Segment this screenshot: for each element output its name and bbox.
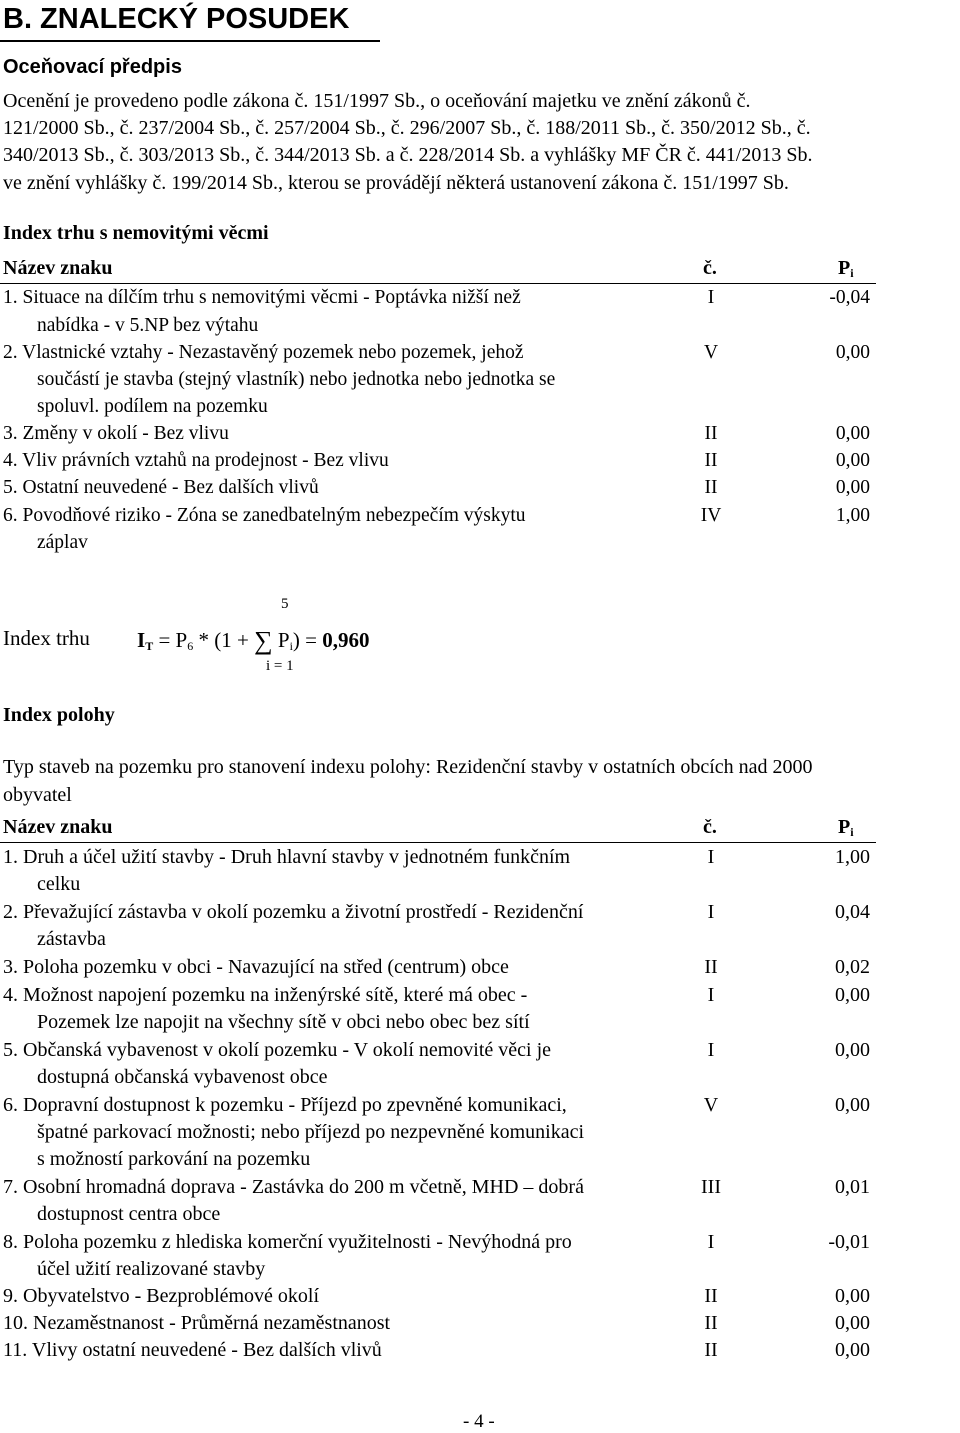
- table-row-class: II: [704, 1285, 718, 1307]
- table-row-text: dostupnost centra obce: [37, 1203, 221, 1225]
- table-row-class: I: [707, 1039, 715, 1061]
- table-row-text: 2. Vlastnické vztahy - Nezastavěný pozemek nebo pozemek, jehož: [3, 342, 524, 363]
- predpis-line: 121/2000 Sb., č. 237/2004 Sb., č. 257/2004 Sb., č. 296/2007 Sb., č. 188/2011 Sb., č. 350/2012 Sb., č.: [3, 117, 811, 139]
- table-row-value: 0,00: [835, 984, 870, 1006]
- table-row-value: 0,00: [835, 450, 870, 471]
- table-row-value: 0,01: [835, 1176, 870, 1198]
- section-heading-predpis: Oceňovací předpis: [3, 56, 182, 78]
- table-row-class: I: [707, 846, 715, 868]
- table-row-class: II: [704, 450, 718, 471]
- table-row-text: 7. Osobní hromadná doprava - Zastávka do 200 m včetně, MHD – dobrá: [3, 1176, 584, 1198]
- table-row-text: 5. Ostatní neuvedené - Bez dalších vlivů: [3, 477, 319, 498]
- table-row-text: 4. Vliv právních vztahů na prodejnost - Bez vlivu: [3, 450, 389, 471]
- table-row-class: V: [703, 1094, 719, 1116]
- table-row-value: 0,02: [835, 956, 870, 978]
- predpis-line: 340/2013 Sb., č. 303/2013 Sb., č. 344/2013 Sb. a č. 228/2014 Sb. a vyhlášky MF ČR č. 441/2013 Sb.: [3, 144, 813, 166]
- table-row-class: I: [707, 287, 715, 308]
- table-row-value: 1,00: [835, 846, 870, 868]
- table-row-text: součástí je stavba (stejný vlastník) nebo jednotka nebo jednotka se: [37, 369, 556, 390]
- table-row-value: 0,00: [835, 342, 870, 363]
- sum-upper-limit: 5: [281, 596, 289, 612]
- table-row-value: 0,00: [835, 477, 870, 498]
- table-row-class: I: [707, 984, 715, 1006]
- table-row-text: celku: [37, 873, 81, 895]
- formula-label: Index trhu: [3, 626, 90, 650]
- table-row-value: -0,04: [829, 287, 870, 308]
- table-row-text: špatné parkovací možnosti; nebo příjezd po nezpevněné komunikaci: [37, 1121, 585, 1143]
- table-row-text: 3. Poloha pozemku v obci - Navazující na střed (centrum) obce: [3, 956, 509, 978]
- table-row-class: II: [704, 423, 718, 444]
- table-row-text: s možností parkování na pozemku: [37, 1148, 311, 1170]
- table-row-text: 10. Nezaměstnanost - Průměrná nezaměstnanost: [3, 1312, 391, 1334]
- section-heading-index-polohy: Index polohy: [3, 704, 115, 726]
- table-row-class: III: [701, 1176, 721, 1198]
- table-row-value: -0,01: [828, 1231, 870, 1253]
- column-header-class: č.: [703, 257, 717, 279]
- table-row-value: 0,00: [835, 423, 870, 444]
- table-row-text: 6. Dopravní dostupnost k pozemku - Příjezd po zpevněné komunikaci,: [3, 1094, 567, 1116]
- table-row-text: zástavba: [37, 928, 106, 950]
- predpis-line: ve znění vyhlášky č. 199/2014 Sb., kterou se provádějí některá ustanovení zákona č. 151/1997 Sb.: [3, 172, 789, 194]
- table-row-text: 1. Druh a účel užití stavby - Druh hlavní stavby v jednotném funkčním: [3, 846, 571, 868]
- table-row-class: I: [707, 901, 715, 923]
- table-row-text: 2. Převažující zástavba v okolí pozemku a životní prostředí - Rezidenční: [3, 901, 584, 923]
- table-row-text: 6. Povodňové riziko - Zóna se zanedbatelným nebezpečím výskytu: [3, 505, 526, 526]
- table-row-text: spoluvl. podílem na pozemku: [37, 396, 268, 417]
- column-header-name: Název znaku: [3, 257, 113, 279]
- table-row-text: dostupná občanská vybavenost obce: [37, 1066, 328, 1088]
- formula-result: 0,960: [322, 628, 370, 652]
- table-row-text: 4. Možnost napojení pozemku na inženýrské sítě, které má obec -: [3, 984, 528, 1006]
- table-row-value: 1,00: [835, 505, 870, 526]
- column-header-p: $P_i$: [838, 257, 854, 280]
- sum-lower-limit: i = 1: [266, 658, 294, 674]
- document-title-bar: [0, 0, 380, 42]
- page-number: - 4 -: [463, 1411, 495, 1432]
- predpis-line: Ocenění je provedeno podle zákona č. 151/1997 Sb., o oceňování majetku ve znění zákonů č.: [3, 90, 751, 112]
- table-row-text: 5. Občanská vybavenost v okolí pozemku - V okolí nemovité věci je: [3, 1039, 552, 1061]
- table-row-value: 0,04: [835, 901, 870, 923]
- table-row-text: 3. Změny v okolí - Bez vlivu: [3, 423, 229, 444]
- column-header-p: $P_i$: [838, 816, 854, 839]
- table-row-text: 11. Vlivy ostatní neuvedené - Bez dalších vlivů: [3, 1339, 382, 1361]
- header-rule: [0, 283, 876, 284]
- section-heading-index-trhu: Index trhu s nemovitými věcmi: [3, 222, 269, 244]
- sum-symbol: ∑: [254, 626, 273, 655]
- table-row-value: 0,00: [835, 1039, 870, 1061]
- table-row-class: II: [704, 956, 718, 978]
- table-row-text: účel užití realizované stavby: [37, 1258, 266, 1280]
- table-row-value: 0,00: [835, 1312, 870, 1334]
- typ-staveb-line: Typ staveb na pozemku pro stanovení indexu polohy: Rezidenční stavby v ostatních obcích nad 2000: [3, 756, 813, 778]
- typ-staveb-line: obyvatel: [3, 784, 72, 806]
- table-row-text: 1. Situace na dílčím trhu s nemovitými věcmi - Poptávka nižší než: [3, 287, 521, 308]
- table-row-text: nabídka - v 5.NP bez výtahu: [37, 315, 259, 336]
- table-row-class: II: [704, 1339, 718, 1361]
- index-trhu-formula: $I_T = P_6 * (1$ + ∑ $P_i) = 0,960$: [137, 626, 370, 655]
- table-row-value: 0,00: [835, 1094, 870, 1116]
- table-row-value: 0,00: [835, 1339, 870, 1361]
- header-rule: [0, 842, 876, 843]
- table-row-text: záplav: [37, 532, 88, 553]
- document-title: B. ZNALECKÝ POSUDEK: [3, 3, 350, 35]
- table-row-value: 0,00: [835, 1285, 870, 1307]
- column-header-name: Název znaku: [3, 816, 113, 838]
- table-row-text: 8. Poloha pozemku z hlediska komerční využitelnosti - Nevýhodná pro: [3, 1231, 572, 1253]
- column-header-class: č.: [703, 816, 717, 838]
- table-row-text: 9. Obyvatelstvo - Bezproblémové okolí: [3, 1285, 320, 1307]
- table-row-text: Pozemek lze napojit na všechny sítě v obci nebo obec bez sítí: [37, 1011, 530, 1033]
- table-row-class: V: [703, 342, 719, 363]
- table-row-class: II: [704, 477, 718, 498]
- table-row-class: II: [704, 1312, 718, 1334]
- table-row-class: IV: [700, 505, 722, 526]
- table-row-class: I: [707, 1231, 715, 1253]
